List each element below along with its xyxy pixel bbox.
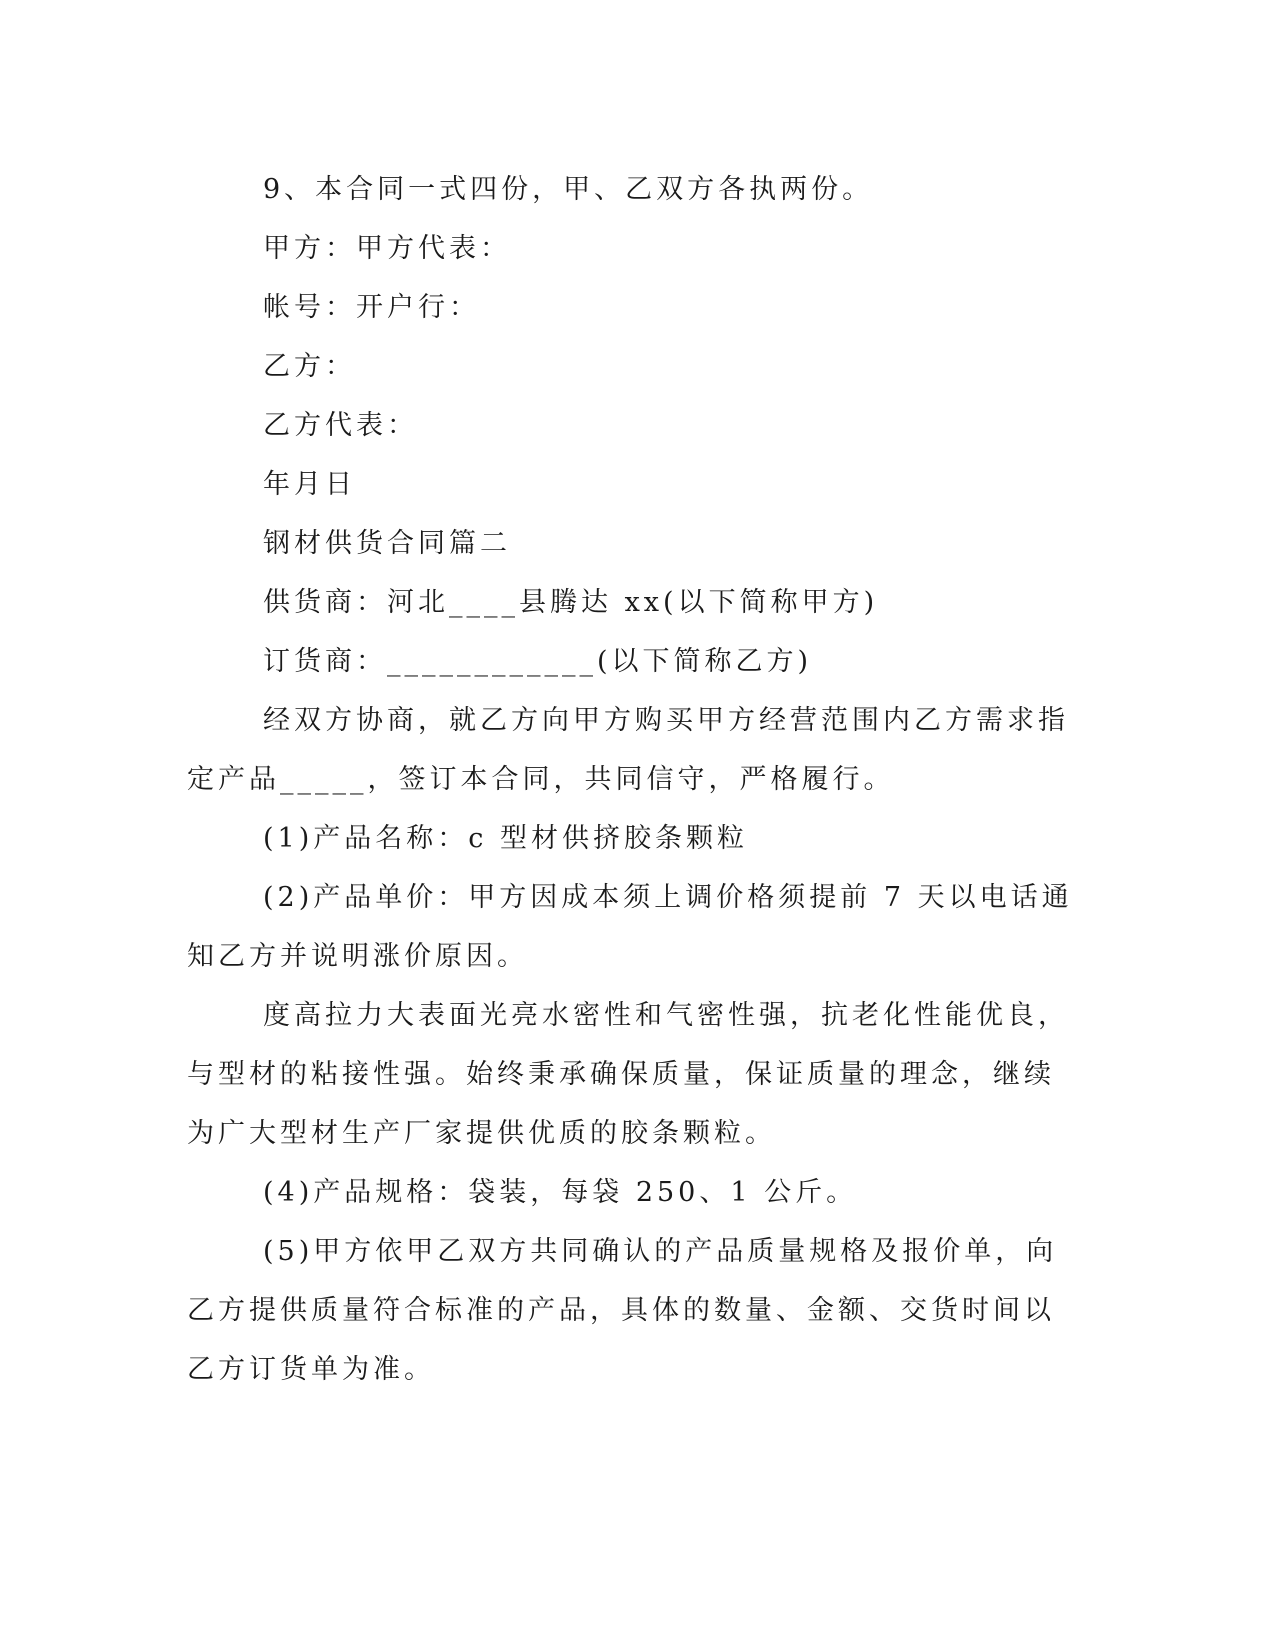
paragraph-agreement: 经双方协商，就乙方向甲方购买甲方经营范围内乙方需求指定产品_____，签订本合同，共同信守，严格履行。 xyxy=(187,705,1069,795)
paragraph-supplier: 供货商：河北____县腾达 xx(以下简称甲方) xyxy=(263,587,879,618)
document-body xyxy=(187,160,1077,1399)
paragraph-party-b-rep: 乙方代表： xyxy=(263,410,418,441)
paragraph-unit-price: (2)产品单价：甲方因成本须上调价格须提前 7 天以电话通知乙方并说明涨价原因。 xyxy=(187,882,1073,972)
paragraph-quality: 度高拉力大表面光亮水密性和气密性强，抗老化性能优良，与型材的粘接性强。始终秉承确保质量，保证质量的理念，继续为广大型材生产厂家提供优质的胶条颗粒。 xyxy=(187,1000,1069,1149)
paragraph-product-name: (1)产品名称：c 型材供挤胶条颗粒 xyxy=(263,823,748,854)
paragraph-buyer: 订货商：____________(以下简称乙方) xyxy=(263,646,813,677)
paragraph-party-a: 甲方：甲方代表： xyxy=(263,233,511,264)
paragraph-copies-clause: 9、本合同一式四份，甲、乙双方各执两份。 xyxy=(263,174,874,205)
section-heading: 钢材供货合同篇二 xyxy=(263,528,511,559)
paragraph-account: 帐号：开户行： xyxy=(263,292,480,323)
paragraph-party-b: 乙方： xyxy=(263,351,356,382)
paragraph-spec: (4)产品规格：袋装，每袋 250、1 公斤。 xyxy=(263,1177,858,1208)
paragraph-date: 年月日 xyxy=(263,469,356,500)
paragraph-supply-terms: (5)甲方依甲乙双方共同确认的产品质量规格及报价单，向乙方提供质量符合标准的产品，具体的数量、金额、交货时间以乙方订货单为准。 xyxy=(187,1236,1058,1385)
